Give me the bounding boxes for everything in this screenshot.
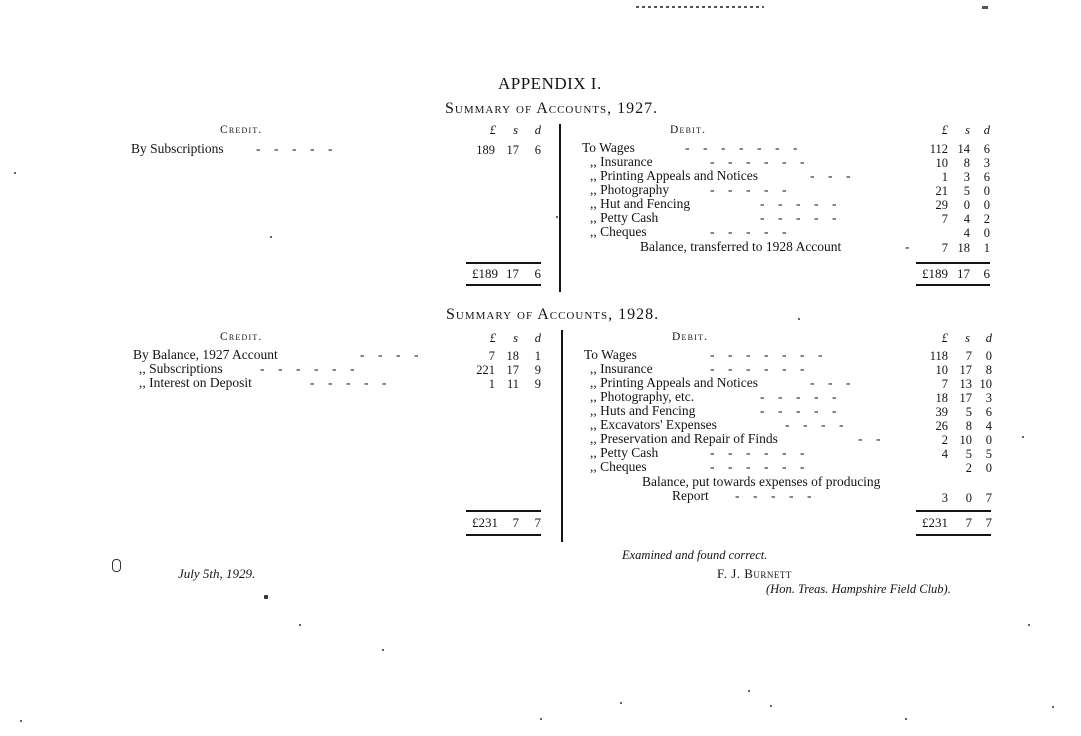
money-header-pence-1928-debit: d [985,331,992,345]
money-header-pounds-1927-debit: £ [941,123,948,137]
amount-pounds: 7 [488,349,495,363]
leader-dashes: - - - - [360,347,419,362]
amount-pounds: 7 [941,241,948,255]
leader-dashes: - - - - - [256,141,333,156]
scan-blur-top [636,6,764,8]
speck [20,720,22,722]
amount-pence: 9 [534,377,541,391]
column-divider-1928 [561,330,563,542]
amount-shillings: 17 [506,143,519,157]
amount-shillings: 13 [959,377,972,391]
amount-pence: 0 [985,349,992,363]
signatory-title: (Hon. Treas. Hampshire Field Club). [766,582,951,596]
leader-dashes: - - - - - - [260,361,355,376]
amount-pounds: 7 [941,212,948,226]
credit-total-shillings-1928: 7 [512,515,519,530]
money-header-shillings-1927-credit: s [513,123,518,137]
row-label: ,, Cheques [590,459,647,474]
row-label: ,, Excavators' Expenses [590,417,717,432]
debit-total-rule-top-1928 [916,510,991,512]
speck [556,216,558,218]
amount-shillings: 17 [959,391,972,405]
speck [299,624,301,626]
speck [540,718,542,720]
leader-dashes: - - - - - [735,488,812,503]
leader-dashes: - - - - - [760,389,837,404]
money-header-pounds-1928-credit: £ [489,331,496,345]
amount-pounds: 4 [941,447,948,461]
amount-pence: 1 [983,241,990,255]
amount-pence: 0 [983,198,990,212]
speck [1022,436,1024,438]
amount-pence: 3 [983,156,990,170]
amount-pounds: 7 [941,377,948,391]
debit-total-pounds-1927: £189 [922,266,948,281]
leader-dashes: - - - - - - [710,154,805,169]
amount-pounds: 221 [476,363,495,377]
amount-shillings: 14 [957,142,970,156]
row-label: To Wages [584,347,637,362]
row-label: ,, Photography, etc. [590,389,695,404]
debit-total-pence-1927: 6 [983,266,990,281]
amount-pounds: 189 [476,143,495,157]
amount-pence: 7 [985,491,992,505]
leader-dashes: - - - - - - [710,445,805,460]
amount-pounds: 3 [941,491,948,505]
debit-total-shillings-1927: 17 [957,266,970,281]
scan-mark-left [112,559,121,572]
amount-shillings: 5 [965,447,972,461]
debit-total-pence-1928: 7 [985,515,992,530]
speck [1052,706,1054,708]
amount-shillings: 4 [963,226,970,240]
credit-total-pounds-1927: £189 [472,266,498,281]
speck [905,718,907,720]
credit-total-rule-bottom-1928 [466,534,541,536]
speck [270,236,272,238]
credit-total-rule-bottom-1927 [466,284,541,286]
money-header-pounds-1927-credit: £ [489,123,496,137]
row-label: ,, Petty Cash [590,445,659,460]
row-label: ,, Photography [590,182,670,197]
leader-dashes: - - - - - - [710,459,805,474]
money-header-pence-1927-credit: d [534,123,541,137]
amount-shillings: 4 [963,212,970,226]
leader-dashes: - - - - [785,417,844,432]
speck [264,595,268,599]
row-label: ,, Interest on Deposit [139,375,252,390]
row-label: ,, Printing Appeals and Notices [590,168,758,183]
row-label: ,, Subscriptions [139,361,223,376]
amount-pounds: 10 [935,363,948,377]
summary-1928-title: Summary of Accounts, 1928. [446,306,660,323]
credit-total-rule-top-1928 [466,510,541,512]
leader-dashes: - - - - - - - [710,347,823,362]
amount-pence: 0 [983,226,990,240]
leader-dashes: - [905,239,910,254]
debit-total-rule-bottom-1927 [916,284,990,286]
amount-shillings: 5 [963,184,970,198]
row-label: By Balance, 1927 Account [133,347,278,362]
amount-pence: 5 [985,447,992,461]
amount-shillings: 8 [963,156,970,170]
debit-total-rule-top-1927 [916,262,990,264]
summary-1927-title: Summary of Accounts, 1927. [445,100,659,117]
amount-shillings: 17 [959,363,972,377]
money-header-shillings-1928-debit: s [965,331,970,345]
amount-shillings: 18 [506,349,519,363]
row-label: ,, Insurance [590,361,653,376]
column-divider-1927 [559,124,561,292]
amount-shillings: 0 [965,491,972,505]
money-header-shillings-1927-debit: s [965,123,970,137]
amount-pence: 6 [534,143,541,157]
row-label: To Wages [582,140,635,155]
credit-total-rule-top-1927 [466,262,541,264]
leader-dashes: - - - - - [710,224,787,239]
appendix-title: APPENDIX I. [498,74,602,93]
amount-pence: 9 [534,363,541,377]
amount-pence: 6 [983,142,990,156]
amount-shillings: 7 [965,349,972,363]
credit-header-1927: Credit. [220,124,263,136]
speck [1028,624,1030,626]
leader-dashes: - - - - - [310,375,387,390]
amount-pounds: 10 [935,156,948,170]
row-label: ,, Cheques [590,224,647,239]
leader-dashes: - - - - - [710,182,787,197]
amount-pence: 0 [983,184,990,198]
amount-pounds: 118 [929,349,948,363]
amount-shillings: 0 [963,198,970,212]
amount-pounds: 26 [935,419,948,433]
amount-pence: 0 [985,433,992,447]
speck [770,705,772,707]
amount-shillings: 2 [965,461,972,475]
amount-shillings: 5 [965,405,972,419]
debit-header-1927: Debit. [670,124,707,136]
amount-pounds: 112 [929,142,948,156]
row-label: ,, Huts and Fencing [590,403,696,418]
amount-pounds: 1 [941,170,948,184]
signatory-name: F. J. Burnett [717,566,792,581]
amount-pence: 6 [985,405,992,419]
credit-header-1928: Credit. [220,331,263,343]
leader-dashes: - - - [810,375,851,390]
money-header-pence-1927-debit: d [983,123,990,137]
amount-pence: 3 [985,391,992,405]
leader-dashes: - - - - - - [710,361,805,376]
row-label: Balance, transferred to 1928 Account [640,239,842,254]
amount-shillings: 10 [959,433,972,447]
row-label: By Subscriptions [131,141,224,156]
row-label: ,, Preservation and Repair of Finds [590,431,778,446]
credit-total-shillings-1927: 17 [506,266,519,281]
row-label: ,, Printing Appeals and Notices [590,375,758,390]
amount-pounds: 18 [935,391,948,405]
amount-pence: 2 [983,212,990,226]
speck [14,172,16,174]
debit-total-rule-bottom-1928 [916,534,991,536]
amount-pence: 10 [979,377,992,391]
examined-note: Examined and found correct. [622,548,768,562]
speck [620,702,622,704]
amount-shillings: 11 [506,377,519,391]
row-label: ,, Insurance [590,154,653,169]
row-label: ,, Petty Cash [590,210,659,225]
amount-pounds: 39 [935,405,948,419]
money-header-pence-1928-credit: d [534,331,541,345]
speck [382,649,384,651]
speck [798,318,800,320]
footer-date: July 5th, 1929. [178,566,256,581]
amount-pence: 4 [985,419,992,433]
amount-pounds: 21 [935,184,948,198]
amount-pence: 0 [985,461,992,475]
money-header-shillings-1928-credit: s [513,331,518,345]
row-label: ,, Hut and Fencing [590,196,691,211]
amount-pounds: 2 [941,433,948,447]
amount-pence: 8 [985,363,992,377]
credit-total-pounds-1928: £231 [472,515,498,530]
amount-shillings: 8 [965,419,972,433]
scan-mark-top-right [982,6,988,9]
debit-total-pounds-1928: £231 [922,515,948,530]
leader-dashes: - - - [810,168,851,183]
credit-total-pence-1928: 7 [534,515,541,530]
amount-shillings: 18 [957,241,970,255]
credit-total-pence-1927: 6 [534,266,541,281]
amount-shillings: 17 [506,363,519,377]
balance-label-line1: Balance, put towards expenses of producing [642,474,881,489]
leader-dashes: - - - - - - - [685,140,798,155]
amount-pounds: 1 [488,377,495,391]
amount-pence: 1 [534,349,541,363]
leader-dashes: - - - - - [760,196,837,211]
balance-label-line2: Report [672,488,709,503]
debit-total-shillings-1928: 7 [965,515,972,530]
amount-pence: 6 [983,170,990,184]
speck [748,690,750,692]
money-header-pounds-1928-debit: £ [941,331,948,345]
leader-dashes: - - - - - [760,403,837,418]
leader-dashes: - - - - - [760,210,837,225]
debit-header-1928: Debit. [672,331,709,343]
amount-pounds: 29 [935,198,948,212]
amount-shillings: 3 [963,170,970,184]
leader-dashes: - - [858,431,881,446]
